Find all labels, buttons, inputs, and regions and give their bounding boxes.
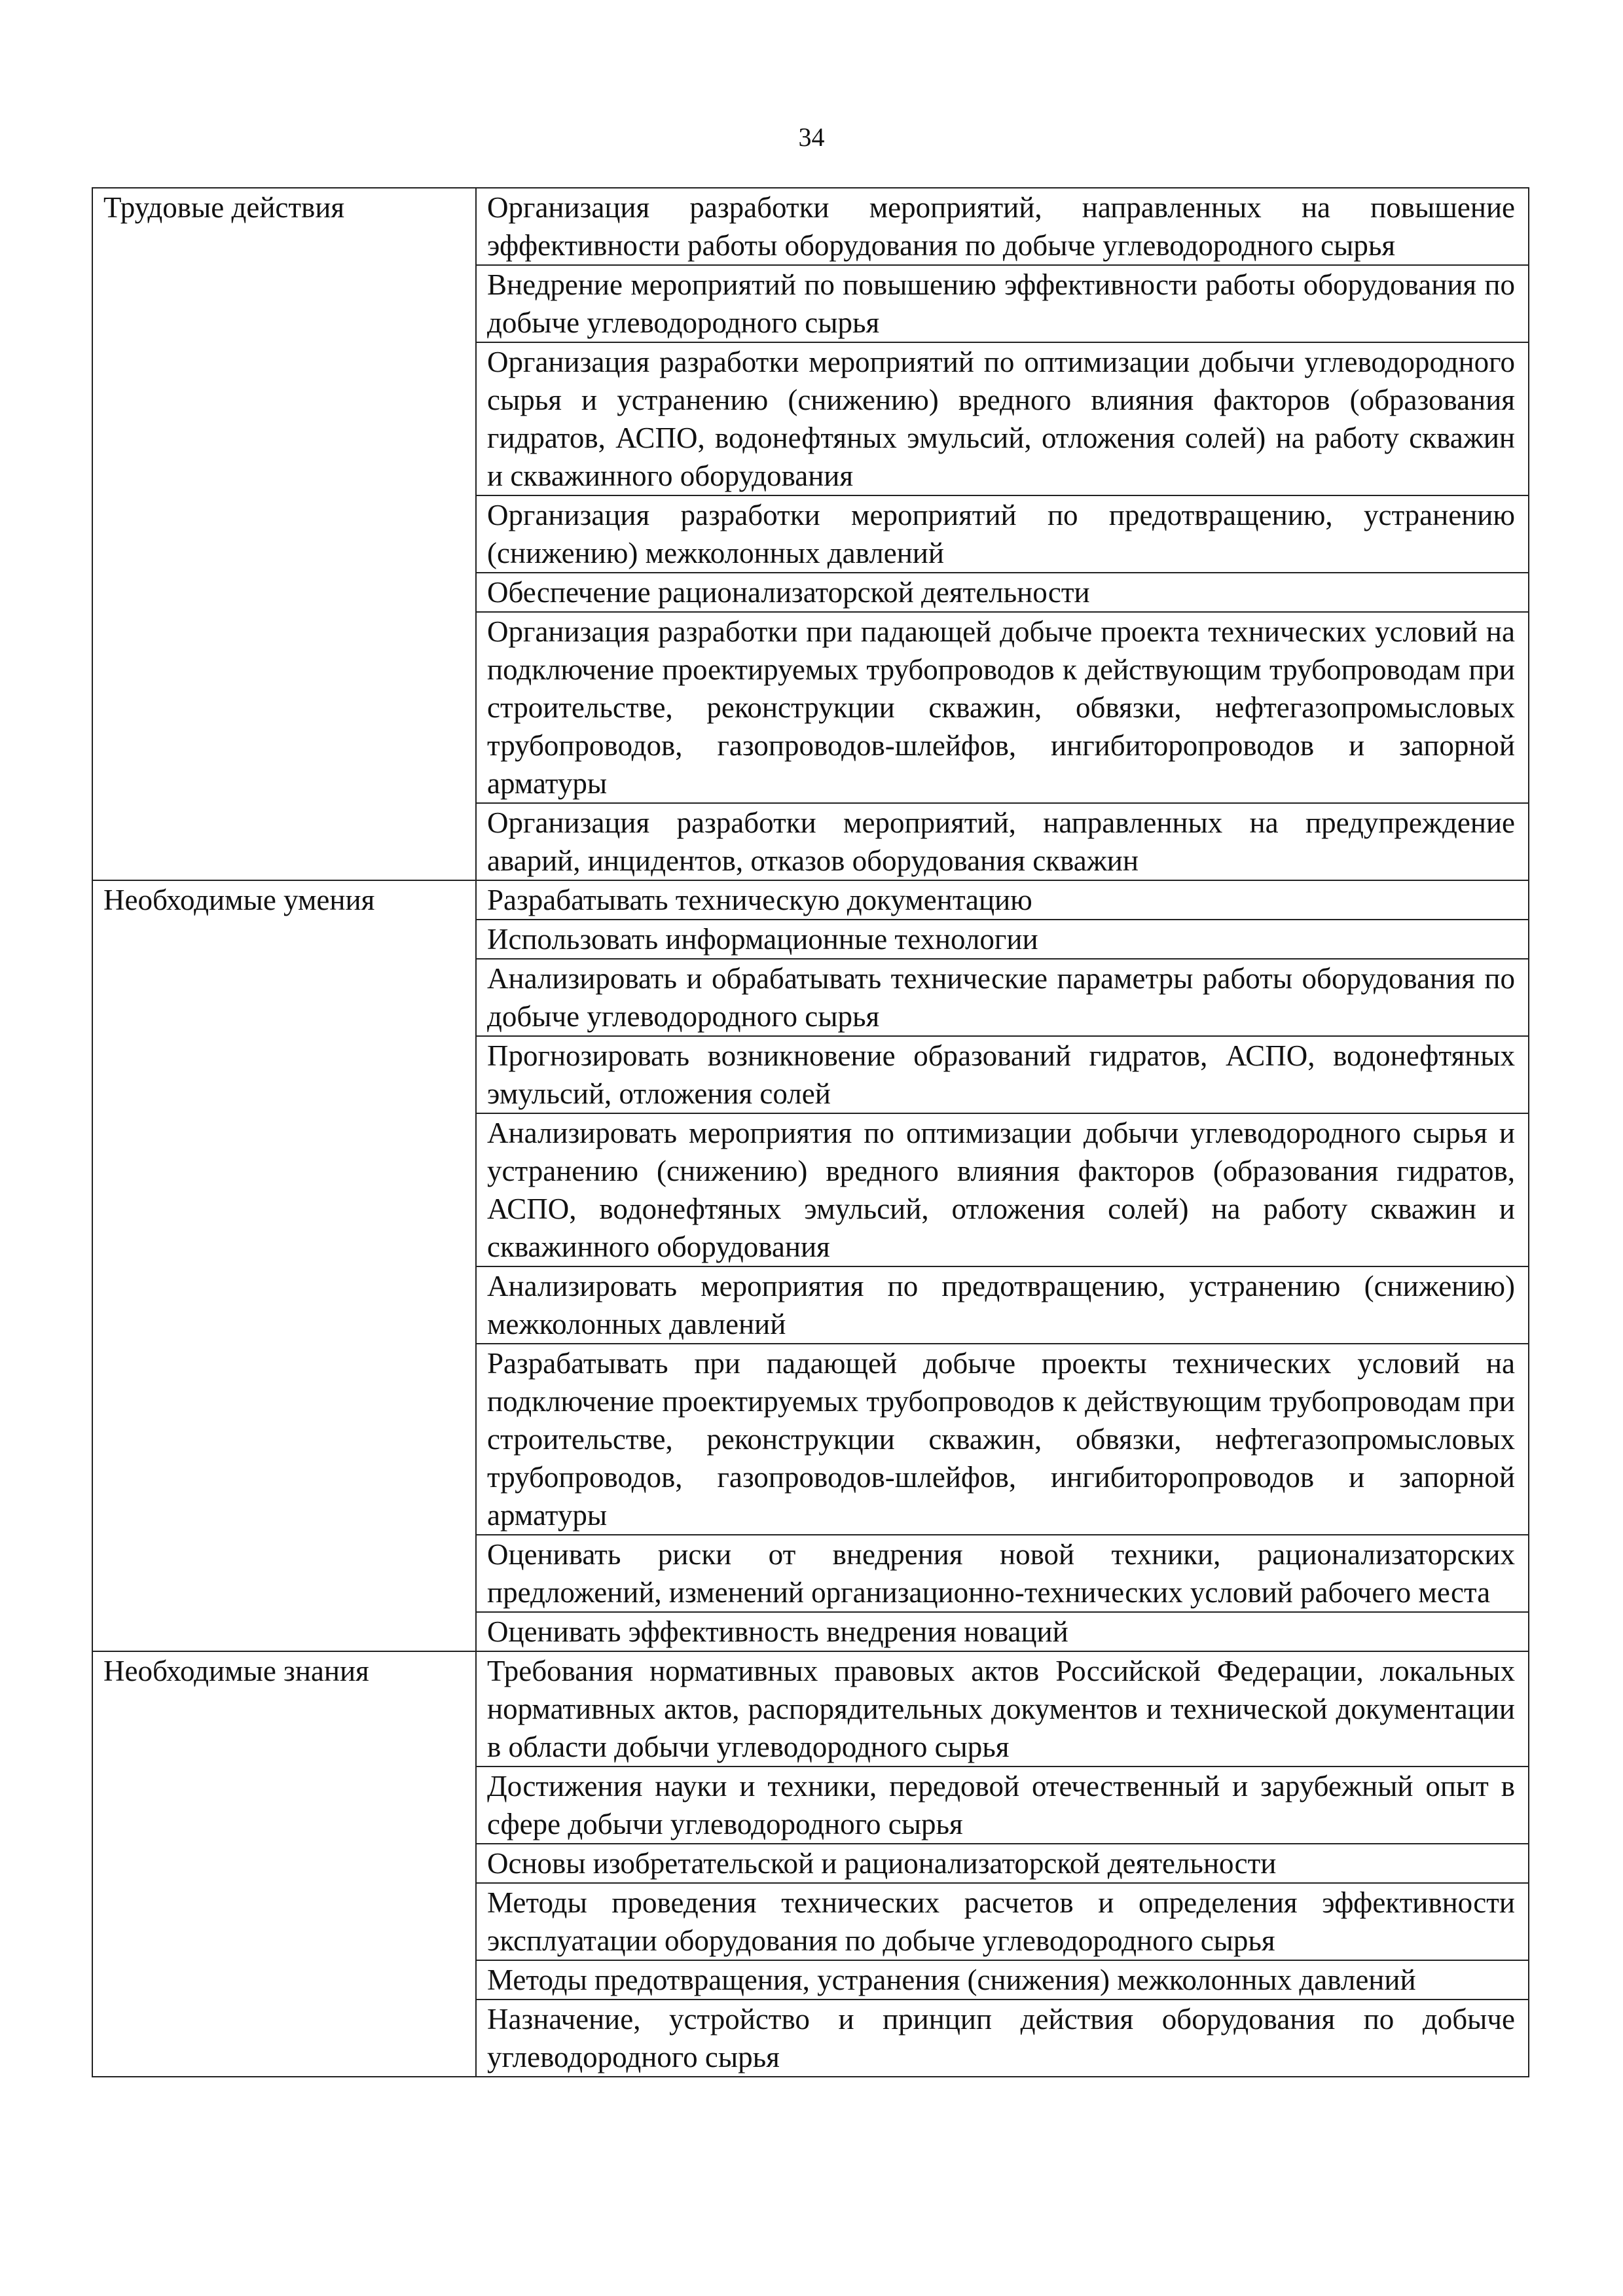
table-row — [92, 880, 1529, 920]
table-cell-item: Оценивать риски от внедрения новой техники, рационализаторских предложений, изменений организационно-технических условий рабочего места — [476, 1535, 1529, 1612]
table-row — [92, 1651, 1529, 1767]
table-cell-item: Разрабатывать техническую документацию — [476, 880, 1529, 920]
table-cell-item: Достижения науки и техники, передовой отечественный и зарубежный опыт в сфере добычи углеводородного сырья — [476, 1767, 1529, 1844]
table-cell-item: Оценивать эффективность внедрения новаций — [476, 1612, 1529, 1651]
table-cell-item: Разрабатывать при падающей добыче проекты технических условий на подключение проектируемых трубопроводов к действующим трубопроводам при строительстве, реконструкции скважин, обвязки, нефтегазопромысловых трубопроводов, газопроводов-шлейфов, ингибиторопроводов и запорной арматуры — [476, 1344, 1529, 1535]
table-cell-item: Организация разработки мероприятий по предотвращению, устранению (снижению) межколонных давлений — [476, 495, 1529, 573]
section-label-required-skills: Необходимые умения — [92, 880, 476, 1651]
table-cell-item: Методы проведения технических расчетов и определения эффективности эксплуатации оборудования по добыче углеводородного сырья — [476, 1883, 1529, 1960]
competency-table-body — [92, 188, 1529, 2077]
table-cell-item: Требования нормативных правовых актов Российской Федерации, локальных нормативных актов, распорядительных документов и технической документации в области добычи углеводородного сырья — [476, 1651, 1529, 1767]
competency-table — [92, 187, 1529, 2077]
table-cell-item: Организация разработки мероприятий, направленных на повышение эффективности работы оборудования по добыче углеводородного сырья — [476, 188, 1529, 265]
page-number: 34 — [798, 122, 825, 152]
table-cell-item: Анализировать мероприятия по оптимизации добычи углеводородного сырья и устранению (снижению) вредного влияния факторов (образования гидратов, АСПО, водонефтяных эмульсий, отложения солей) на работу скважин и скважинного оборудования — [476, 1113, 1529, 1266]
section-label-labor-actions: Трудовые действия — [92, 188, 476, 880]
table-cell-item: Организация разработки мероприятий, направленных на предупреждение аварий, инцидентов, отказов оборудования скважин — [476, 803, 1529, 880]
table-cell-item: Основы изобретательской и рационализаторской деятельности — [476, 1844, 1529, 1883]
table-cell-item: Анализировать мероприятия по предотвращению, устранению (снижению) межколонных давлений — [476, 1266, 1529, 1344]
table-cell-item: Организация разработки при падающей добыче проекта технических условий на подключение проектируемых трубопроводов к действующим трубопроводам при строительстве, реконструкции скважин, обвязки, нефтегазопромысловых трубопроводов, газопроводов-шлейфов, ингибиторопроводов и запорной арматуры — [476, 612, 1529, 803]
table-cell-item: Организация разработки мероприятий по оптимизации добычи углеводородного сырья и устранению (снижению) вредного влияния факторов (образования гидратов, АСПО, водонефтяных эмульсий, отложения солей) на работу скважин и скважинного оборудования — [476, 342, 1529, 495]
table-cell-item: Методы предотвращения, устранения (снижения) межколонных давлений — [476, 1960, 1529, 2000]
section-label-required-knowledge: Необходимые знания — [92, 1651, 476, 2077]
table-cell-item: Обеспечение рационализаторской деятельности — [476, 573, 1529, 612]
table-cell-item: Назначение, устройство и принцип действия оборудования по добыче углеводородного сырья — [476, 2000, 1529, 2077]
table-cell-item: Использовать информационные технологии — [476, 920, 1529, 959]
table-row — [92, 188, 1529, 265]
table-cell-item: Прогнозировать возникновение образований гидратов, АСПО, водонефтяных эмульсий, отложения солей — [476, 1036, 1529, 1113]
table-cell-item: Внедрение мероприятий по повышению эффективности работы оборудования по добыче углеводородного сырья — [476, 265, 1529, 342]
table-cell-item: Анализировать и обрабатывать технические параметры работы оборудования по добыче углеводородного сырья — [476, 959, 1529, 1036]
